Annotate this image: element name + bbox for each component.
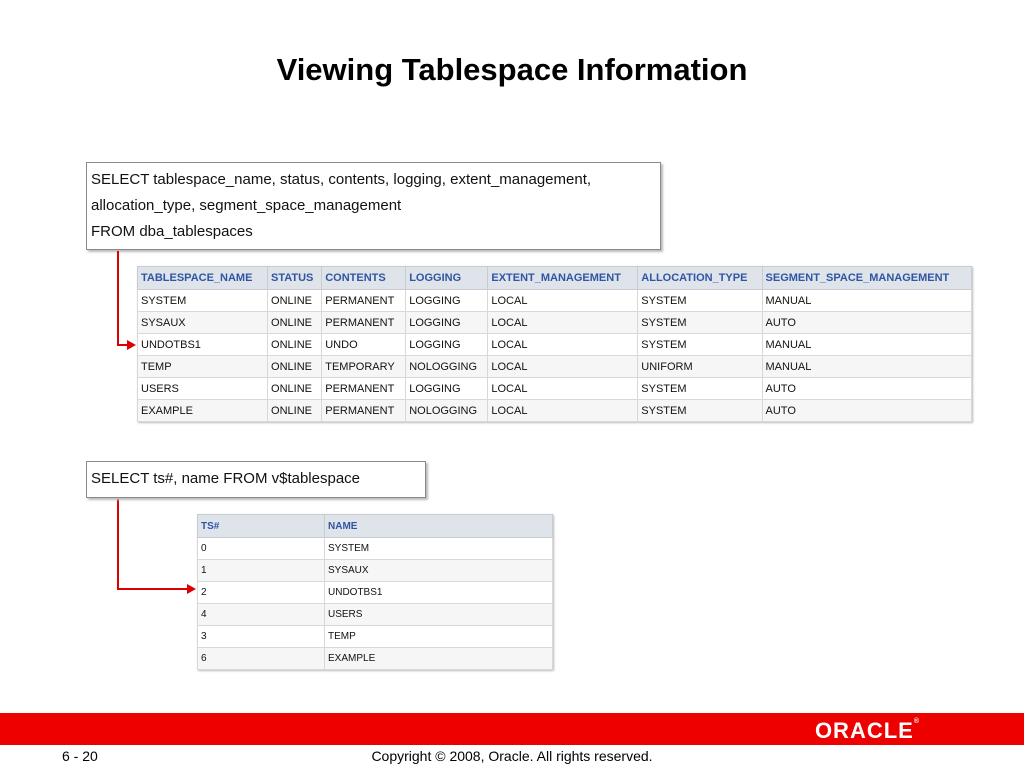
table-cell: LOCAL — [488, 356, 638, 378]
table-cell: SYSTEM — [638, 378, 762, 400]
table-cell: LOCAL — [488, 290, 638, 312]
table-cell: LOGGING — [406, 378, 488, 400]
table-cell: SYSAUX — [138, 312, 268, 334]
arrow-undotbs1-row-bottom — [118, 499, 196, 594]
table-row — [198, 626, 553, 648]
table-row — [138, 356, 972, 378]
table-cell: ONLINE — [268, 312, 322, 334]
table-cell: ONLINE — [268, 334, 322, 356]
page-number: 6 - 20 — [62, 748, 98, 764]
table-cell: NOLOGGING — [406, 356, 488, 378]
column-header: TS# — [198, 515, 325, 538]
table-cell: UNDO — [322, 334, 406, 356]
table-cell: TEMP — [138, 356, 268, 378]
table-cell: LOGGING — [406, 290, 488, 312]
sql-line: SELECT tablespace_name, status, contents, logging, extent_management, — [91, 171, 592, 188]
sql-line: FROM dba_tablespaces — [91, 223, 253, 240]
table-header-row — [198, 515, 553, 538]
table-cell: PERMANENT — [322, 378, 406, 400]
table-row — [138, 290, 972, 312]
table-cell: SYSTEM — [638, 290, 762, 312]
v-tablespace-result-table — [197, 514, 553, 670]
table-cell: 3 — [198, 626, 325, 648]
table-cell: 1 — [198, 560, 325, 582]
column-header: LOGGING — [406, 267, 488, 290]
table-cell: 4 — [198, 604, 325, 626]
table-row — [138, 312, 972, 334]
table-cell: UNIFORM — [638, 356, 762, 378]
table-row — [138, 400, 972, 422]
table-cell: LOCAL — [488, 400, 638, 422]
table-cell: EXAMPLE — [138, 400, 268, 422]
table-cell: ONLINE — [268, 400, 322, 422]
oracle-logo-text: ORACLE — [814, 718, 914, 743]
copyright-notice: Copyright © 2008, Oracle. All rights reserved. — [371, 748, 653, 764]
table-row — [198, 648, 553, 670]
table-cell: TEMPORARY — [322, 356, 406, 378]
column-header: EXTENT_MANAGEMENT — [488, 267, 638, 290]
table-cell: SYSTEM — [638, 400, 762, 422]
table-cell: NOLOGGING — [406, 400, 488, 422]
table-row — [198, 582, 553, 604]
table-cell: LOGGING — [406, 312, 488, 334]
table-cell: LOGGING — [406, 334, 488, 356]
sql-line: allocation_type, segment_space_management — [91, 197, 402, 214]
table-cell: AUTO — [762, 378, 971, 400]
table-cell: PERMANENT — [322, 290, 406, 312]
table-cell: 6 — [198, 648, 325, 670]
table-row — [138, 378, 972, 400]
table-cell: 0 — [198, 538, 325, 560]
column-header: NAME — [325, 515, 553, 538]
slide-title: Viewing Tablespace Information — [276, 52, 748, 87]
table-cell: SYSTEM — [138, 290, 268, 312]
table-cell: LOCAL — [488, 378, 638, 400]
table-cell: AUTO — [762, 400, 971, 422]
table-cell: SYSAUX — [325, 560, 553, 582]
table-cell: LOCAL — [488, 312, 638, 334]
oracle-logo — [815, 718, 920, 744]
arrow-undotbs1-row-top — [118, 251, 136, 350]
table-cell: MANUAL — [762, 290, 971, 312]
column-header: TABLESPACE_NAME — [138, 267, 268, 290]
table-cell: PERMANENT — [322, 400, 406, 422]
table-row — [198, 560, 553, 582]
table-header-row — [138, 267, 972, 290]
table-cell: LOCAL — [488, 334, 638, 356]
oracle-logo-mark: ® — [913, 718, 920, 725]
column-header: ALLOCATION_TYPE — [638, 267, 762, 290]
table-cell: UNDOTBS1 — [325, 582, 553, 604]
table-cell: TEMP — [325, 626, 553, 648]
table-cell: ONLINE — [268, 378, 322, 400]
table-cell: EXAMPLE — [325, 648, 553, 670]
column-header: CONTENTS — [322, 267, 406, 290]
table-cell: SYSTEM — [638, 334, 762, 356]
table-cell: MANUAL — [762, 334, 971, 356]
table-row — [138, 334, 972, 356]
table-cell: MANUAL — [762, 356, 971, 378]
table-cell: AUTO — [762, 312, 971, 334]
table-cell: USERS — [325, 604, 553, 626]
table-row — [198, 538, 553, 560]
table-cell: PERMANENT — [322, 312, 406, 334]
table-cell: 2 — [198, 582, 325, 604]
table-cell: USERS — [138, 378, 268, 400]
footer-red-bar — [0, 713, 1024, 745]
column-header: SEGMENT_SPACE_MANAGEMENT — [762, 267, 971, 290]
sql-line: SELECT ts#, name FROM v$tablespace — [91, 470, 361, 487]
table-cell: ONLINE — [268, 290, 322, 312]
table-cell: SYSTEM — [325, 538, 553, 560]
dba-tablespaces-result-table — [137, 266, 972, 422]
sql-query-box-v-tablespace — [86, 461, 426, 498]
table-row — [198, 604, 553, 626]
table-cell: SYSTEM — [638, 312, 762, 334]
table-cell: ONLINE — [268, 356, 322, 378]
column-header: STATUS — [268, 267, 322, 290]
table-cell: UNDOTBS1 — [138, 334, 268, 356]
